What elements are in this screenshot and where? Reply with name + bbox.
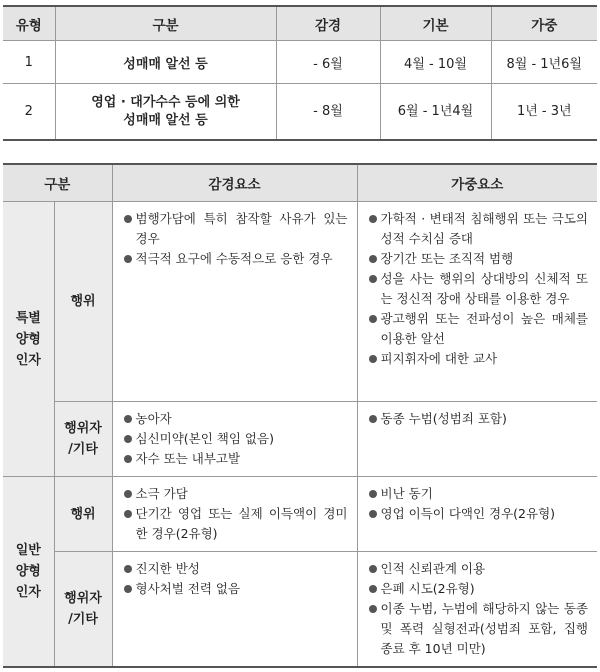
factor-list — [114, 478, 356, 550]
table-header-row — [3, 6, 597, 41]
mitigated-cell: - 8월 — [276, 84, 380, 141]
header-mitigating: 감경요소 — [112, 164, 357, 202]
category-line: 성매매 알선 등 — [123, 112, 208, 128]
mitigating-cell — [112, 552, 357, 668]
factor-item: 동종 누범(성범죄 포함) — [369, 409, 589, 429]
mitigating-cell — [112, 202, 357, 402]
factor-item: 소극 가담 — [124, 484, 348, 504]
sentencing-range-table — [3, 5, 597, 141]
factor-item: 가학적 · 변태적 침해행위 또는 극도의 성적 수치심 증대 — [369, 209, 589, 249]
factor-item: 광고행위 또는 전파성이 높은 매체를 이용한 알선 — [369, 309, 589, 349]
factor-item: 은폐 시도(2유형) — [369, 579, 589, 599]
factor-item: 피지휘자에 대한 교사 — [369, 349, 589, 369]
factor-list — [359, 403, 597, 435]
mitigating-cell — [112, 477, 357, 552]
basic-cell: 4월 - 10월 — [380, 41, 491, 84]
header-category: 구분 — [55, 6, 276, 41]
actor-label: 행위자 /기타 — [54, 402, 112, 477]
factor-item: 이종 누범, 누범에 해당하지 않는 동종 및 폭력 실형전과(성범죄 포함, 집행 종료 후 10년 미만) — [369, 599, 589, 659]
table-row — [3, 84, 597, 141]
actor-label: 행위자 /기타 — [54, 552, 112, 668]
special-factors-label: 특별 양형 인자 — [3, 202, 54, 477]
general-factors-label: 일반 양형 인자 — [3, 477, 54, 668]
mitigating-cell — [112, 402, 357, 477]
factor-list — [359, 203, 597, 375]
factor-item: 성을 사는 행위의 상대방의 신체적 또는 정신적 장애 상태를 이용한 경우 — [369, 269, 589, 309]
factor-item: 비난 동기 — [369, 484, 589, 504]
factor-item: 진지한 반성 — [124, 559, 348, 579]
factor-list — [114, 553, 356, 605]
factor-item: 단기간 영업 또는 실제 이득액이 경미한 경우(2유형) — [124, 504, 348, 544]
aggravated-cell: 1년 - 3년 — [491, 84, 597, 141]
header-type: 유형 — [3, 6, 55, 41]
factor-item: 농아자 — [124, 409, 348, 429]
factor-list — [114, 203, 356, 275]
aggravating-cell — [357, 552, 597, 668]
factor-item: 심신미약(본인 책임 없음) — [124, 429, 348, 449]
table-header-row — [3, 164, 597, 202]
factor-list — [359, 553, 597, 665]
table-row — [3, 477, 597, 552]
header-aggravating: 가중요소 — [357, 164, 597, 202]
aggravating-cell — [357, 477, 597, 552]
aggravated-cell: 8월 - 1년6월 — [491, 41, 597, 84]
factor-item: 형사처벌 전력 없음 — [124, 579, 348, 599]
table-row — [3, 402, 597, 477]
type-cell: 2 — [3, 84, 55, 141]
type-cell: 1 — [3, 41, 55, 84]
table-row — [3, 552, 597, 668]
factor-item: 영업 이득이 다액인 경우(2유형) — [369, 504, 589, 524]
factor-item: 범행가담에 특히 참작할 사유가 있는 경우 — [124, 209, 348, 249]
header-mitigated: 감경 — [276, 6, 380, 41]
sentencing-factors-table — [3, 163, 597, 668]
header-aggravated: 가중 — [491, 6, 597, 41]
aggravating-cell — [357, 402, 597, 477]
category-cell: 성매매 알선 등 — [55, 41, 276, 84]
act-label: 행위 — [54, 202, 112, 402]
aggravating-cell — [357, 202, 597, 402]
category-cell — [55, 84, 276, 141]
act-label: 행위 — [54, 477, 112, 552]
factor-item: 자수 또는 내부고발 — [124, 449, 348, 469]
factor-item: 인적 신뢰관계 이용 — [369, 559, 589, 579]
basic-cell: 6월 - 1년4월 — [380, 84, 491, 141]
factor-item: 적극적 요구에 수동적으로 응한 경우 — [124, 249, 348, 269]
mitigated-cell: - 6월 — [276, 41, 380, 84]
header-basic: 기본 — [380, 6, 491, 41]
factor-list — [359, 478, 597, 530]
category-line: 영업 · 대가수수 등에 의한 — [91, 94, 240, 110]
factor-list — [114, 403, 356, 475]
factor-item: 장기간 또는 조직적 범행 — [369, 249, 589, 269]
table-row — [3, 202, 597, 402]
header-category: 구분 — [3, 164, 112, 202]
table-row — [3, 41, 597, 84]
